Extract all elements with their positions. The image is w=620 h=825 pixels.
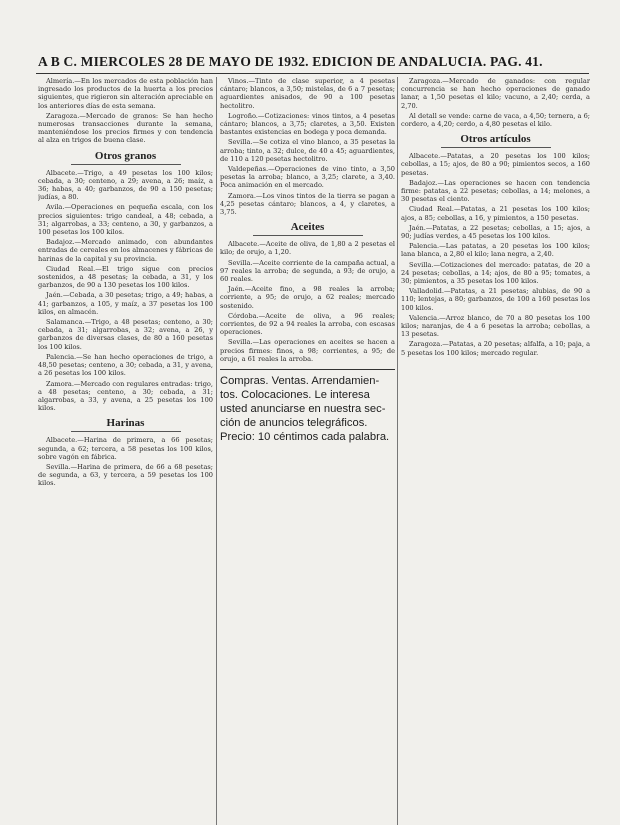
section-title-text: Harinas	[106, 417, 145, 430]
col3-paragraph: Zaragoza.—Patatas, a 20 pesetas; alfalfa, a 10; paja, a 5 pesetas los 100 kilos; mercado regular.	[401, 340, 590, 357]
col2-paragraph: Valdepeñas.—Operaciones de vino tinto, a 3,50 pesetas la arroba; blanco, a 3,25; clarete, a 3,40. Poca animación en el mercado.	[220, 165, 395, 190]
col2-paragraph: Córdoba.—Aceite de oliva, a 96 reales; corrientes, de 92 a 94 reales la arroba, con escasas operaciones.	[220, 311, 395, 337]
col1-paragraph: Albacete.—Trigo, a 49 pesetas los 100 kilos; cebada, a 30; centeno, a 29; avena, a 26; maíz, a 36; habas, a 40; garbanzos, de 90 a 150 pesetas; judías, a 80.	[38, 168, 213, 202]
section-rule	[71, 164, 181, 165]
col3-paragraph: Palencia.—Las patatas, a 20 pesetas los 100 kilos; lana blanca, a 2,80 el kilo; lana negra, a 2,40.	[401, 242, 590, 259]
col2-paragraph: Logroño.—Cotizaciones: vinos tintos, a 4 pesetas cántaro; blancos, a 3,75; claretes, a 3,50. Existen bastantes existencias en bodega y poca demanda.	[220, 111, 395, 137]
col2-paragraph: Sevilla.—Aceite corriente de la campaña actual, a 97 reales la arroba; de segunda, a 93; de orujo, a 60 reales.	[220, 258, 395, 284]
page-header: A B C. MIERCOLES 28 DE MAYO DE 1932. EDICION DE ANDALUCIA. PAG. 41.	[38, 54, 543, 69]
col2-paragraph: Sevilla.—Se cotiza el vino blanco, a 35 pesetas la arroba; tinto, a 32; dulce, de 40 a 45; aguardientes, de 110 a 120 pesetas hectolitro.	[220, 138, 395, 163]
column-divider-1	[216, 77, 217, 825]
col2-paragraph: Jaén.—Aceite fino, a 98 reales la arroba; corriente, a 95; de orujo, a 62 reales; mercado sostenido.	[220, 285, 395, 310]
col3-paragraph: Badajoz.—Las operaciones se hacen con tendencia firme: patatas, a 22 pesetas; cebollas, a 14; melones, a 30 pesetas el ciento.	[401, 178, 590, 204]
ad-line: Compras. Ventas. Arrendamien-	[220, 375, 380, 388]
col3-paragraph: Valencia.—Arroz blanco, de 70 a 80 pesetas los 100 kilos; naranjas, de 4 a 6 pesetas la arroba; cebollas, a 13 pesetas.	[401, 313, 590, 339]
section-title-harinas	[38, 417, 213, 432]
col1-paragraph: Zamora.—Mercado con regulares entradas: trigo, a 48 pesetas; centeno, a 30; cebada, a 31; algarrobas, a 33, y avena, a 25 pesetas los 100 kilos.	[38, 379, 213, 413]
col2-paragraph: Albacete.—Aceite de oliva, de 1,80 a 2 pesetas el kilo; de orujo, a 1,20.	[220, 240, 395, 257]
section-title-text: Otros granos	[94, 149, 157, 162]
col3-intro-paragraph: Zaragoza.—Mercado de ganados: con regular concurrencia se han hecho operaciones de ganado lanar, a 1,50 pesetas el kilo; vacuno, a 2,40; cerda, a 2,70.	[401, 77, 590, 110]
column-1	[38, 77, 213, 825]
section-rule	[253, 235, 363, 236]
ad-line: tos. Colocaciones. Le interesa	[220, 389, 370, 402]
column-divider-2	[397, 77, 398, 825]
col1-paragraph: Albacete.—Harina de primera, a 66 pesetas; segunda, a 62; tercera, a 58 pesetas los 100 kilos, sobre vagón en fábrica.	[38, 436, 213, 461]
col1-intro-paragraph: Almería.—En los mercados de esta población han ingresado los productos de la huerta a los precios siguientes, que rigieron sin alteración apreciable en los anteriores días de esta semana.	[38, 77, 213, 110]
col1-paragraph: Avila.—Operaciones en pequeña escala, con los precios siguientes: trigo candeal, a 48; cebada, a 31; algarrobas, a 33; centeno, a 30, y garbanzos, a 100 pesetas los 100 kilos.	[38, 203, 213, 237]
ad-line: Precio: 10 céntimos cada palabra.	[220, 431, 390, 444]
column-3	[401, 77, 590, 825]
col1-paragraph: Salamanca.—Trigo, a 48 pesetas; centeno, a 30; cebada, a 31; algarrobas, a 32; avena, a 26, y garbanzos de diversas clases, de 80 a 160 pesetas los 100 kilos.	[38, 318, 213, 351]
col1-paragraph: Sevilla.—Harina de primera, de 66 a 68 pesetas; de segunda, a 63, y tercera, a 59 pesetas los 100 kilos.	[38, 462, 213, 488]
col2-paragraph: Zamora.—Los vinos tintos de la tierra se pagan a 4,25 pesetas cántaro; blancos, a 4, y claretes, a 3,75.	[220, 191, 395, 217]
col1-paragraph: Jaén.—Cebada, a 30 pesetas; trigo, a 49; habas, a 41; garbanzos, a 105, y maíz, a 37 pesetas los 100 kilos, en almacén.	[38, 291, 213, 316]
col3-intro-paragraph: Al detall se vende: carne de vaca, a 4,50; ternera, a 6; cordero, a 4,20; cerdo, a 4,80 pesetas el kilo.	[401, 111, 590, 129]
col3-paragraph: Albacete.—Patatas, a 20 pesetas los 100 kilos; cebollas, a 15; ajos, de 80 a 90; pimientos secos, a 160 pesetas.	[401, 152, 590, 177]
column-2	[220, 77, 395, 825]
section-title-text: Otros artículos	[460, 133, 531, 146]
section-title-aceites	[220, 221, 395, 236]
col1-paragraph: Badajoz.—Mercado animado, con abundantes entradas de cereales en los almacenes y fábricas de harinas de la capital y su provincia.	[38, 238, 213, 263]
header-rule	[36, 73, 589, 74]
section-rule	[71, 431, 181, 432]
section-title-otros-articulos	[401, 133, 590, 148]
col1-paragraph: Ciudad Real.—El trigo sigue con precios sostenidos, a 48 pesetas; la cebada, a 31, y los garbanzos, de 90 a 130 pesetas los 100 kilos.	[38, 264, 213, 290]
ad-line: usted anunciarse en nuestra sec-	[220, 403, 386, 416]
col2-paragraph: Sevilla.—Las operaciones en aceites se hacen a precios firmes: finos, a 98; corrientes, a 95; de orujo, a 61 reales la arroba.	[220, 338, 395, 363]
section-title-text: Aceites	[290, 221, 325, 234]
col2-paragraph: Vinos.—Tinto de clase superior, a 4 pesetas cántaro; blancos, a 3,50; mistelas, de 6 a 7 pesetas; aguardientes anisados, de 90 a 100 pesetas hectolitro.	[220, 77, 395, 110]
col3-paragraph: Jaén.—Patatas, a 22 pesetas; cebollas, a 15; ajos, a 90; judías verdes, a 45 pesetas los 100 kilos.	[401, 223, 590, 241]
section-title-otros-granos	[38, 150, 213, 165]
ad-line: ción de anuncios telegráficos.	[220, 417, 368, 430]
col1-intro-paragraph: Zaragoza.—Mercado de granos: Se han hecho numerosas transacciones durante la semana, manteniéndose los precios firmes y con tendencia al alza en trigos de buena clase.	[38, 111, 213, 145]
col3-paragraph: Valladolid.—Patatas, a 21 pesetas; alubias, de 90 a 110; lentejas, a 80; garbanzos, de 100 a 160 pesetas los 100 kilos.	[401, 287, 590, 312]
col1-paragraph: Palencia.—Se han hecho operaciones de trigo, a 48,50 pesetas; centeno, a 30; cebada, a 31, y avena, a 26 pesetas los 100 kilos.	[38, 352, 213, 378]
section-rule	[441, 147, 551, 148]
classified-ad-box	[220, 369, 395, 444]
col3-paragraph: Sevilla.—Cotizaciones del mercado: patatas, de 20 a 24 pesetas; cebollas, a 14; ajos, de 80 a 95; tomates, a 30; pimientos, a 35 pesetas los 100 kilos.	[401, 260, 590, 286]
col3-paragraph: Ciudad Real.—Patatas, a 21 pesetas los 100 kilos; ajos, a 85; cebollas, a 16, y pimientos, a 150 pesetas.	[401, 205, 590, 222]
